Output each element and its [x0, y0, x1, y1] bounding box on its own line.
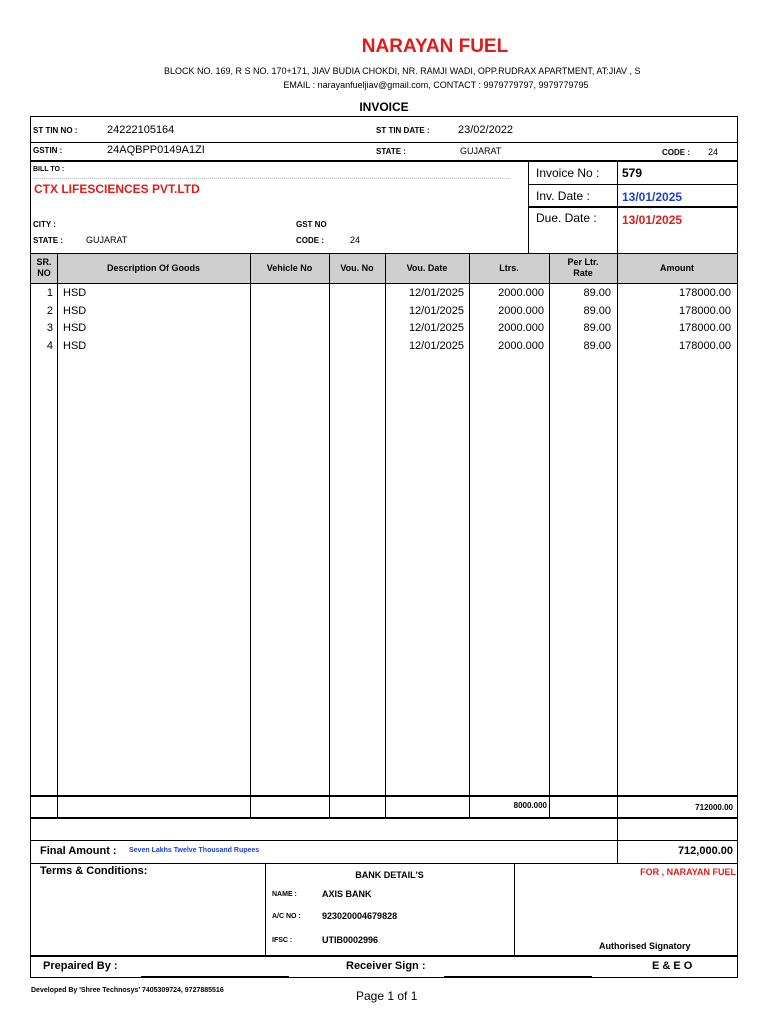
inv-date-value: 13/01/2025	[622, 190, 683, 204]
seller-state-value: GUJARAT	[460, 146, 502, 156]
table-cell-rate: 89.00	[583, 304, 611, 317]
company-name: NARAYAN FUEL	[361, 36, 509, 57]
bill-to-dotted	[33, 178, 509, 179]
col-header-rate: Per Ltr. Rate	[567, 257, 599, 278]
table-cell-amount: 178000.00	[679, 322, 731, 334]
bank-name-label: NAME :	[272, 891, 297, 898]
inv-date-label: Inv. Date :	[536, 189, 590, 203]
table-cell-date: 12/01/2025	[408, 287, 464, 299]
prepared-by-label: Prepaired By :	[43, 960, 118, 972]
table-cell-desc: HSD	[63, 304, 87, 317]
table-cell-rate: 89.00	[583, 339, 611, 352]
table-cell-sr: 2	[46, 304, 53, 317]
table-cell-desc: HSD	[63, 322, 87, 334]
bank-name-value: AXIS BANK	[322, 889, 372, 899]
bank-title: BANK DETAIL'S	[355, 870, 424, 880]
bill-to-label: BILL TO :	[33, 166, 65, 173]
developer-credit: Developed By 'Shree Technosys' 7405309724, 9727885516	[31, 987, 224, 994]
ifsc-value: UTIB0002996	[322, 935, 379, 945]
for-company-label: FOR , NARAYAN FUEL	[640, 867, 736, 877]
page-number: Page 1 of 1	[356, 989, 418, 1003]
st-tin-no-label: ST TIN NO :	[33, 126, 78, 135]
total-ltrs: 8000.000	[513, 801, 547, 810]
company-address: BLOCK NO. 169, R S NO. 170+171, JIAV BUDIA CHOKDI, NR. RAMJI WADI, OPP.RUDRAX APARTMENT, AT:JIAV , S	[164, 66, 641, 76]
final-amount-label: Final Amount :	[40, 845, 117, 857]
total-amount: 712000.00	[695, 803, 733, 812]
customer-name: CTX LIFESCIENCES PVT.LTD	[34, 182, 200, 196]
table-cell-desc: HSD	[63, 339, 87, 352]
table-cell-date: 12/01/2025	[408, 322, 464, 334]
eoe-label: E & E O	[652, 960, 693, 972]
buyer-state-label: STATE :	[33, 236, 63, 245]
table-cell-date: 12/01/2025	[408, 304, 464, 317]
seller-code-value: 24	[708, 147, 719, 157]
due-date-value: 13/01/2025	[622, 213, 683, 227]
table-cell-ltrs: 2000.000	[498, 287, 544, 299]
col-header-vehicle: Vehicle No	[266, 262, 313, 273]
st-tin-date-value: 23/02/2022	[458, 124, 514, 136]
seller-code-label: CODE :	[662, 148, 690, 157]
table-cell-ltrs: 2000.000	[498, 339, 544, 352]
table-cell-desc: HSD	[63, 287, 87, 299]
receiver-signature-line	[444, 976, 592, 977]
prepared-by-signature-line	[141, 976, 289, 977]
st-tin-date-label: ST TIN DATE :	[376, 126, 430, 135]
buyer-code-value: 24	[350, 235, 361, 245]
table-cell-amount: 178000.00	[679, 304, 731, 317]
invoice-no-label: Invoice No :	[536, 166, 600, 180]
ifsc-label: IFSC :	[272, 937, 293, 944]
table-cell-ltrs: 2000.000	[498, 304, 544, 317]
receiver-sign-label: Receiver Sign :	[346, 960, 426, 972]
terms-label: Terms & Conditions:	[40, 865, 148, 877]
table-cell-amount: 178000.00	[679, 287, 731, 299]
col-header-description: Description Of Goods	[106, 262, 200, 273]
seller-state-label: STATE :	[376, 147, 406, 156]
buyer-code-label: CODE :	[296, 236, 324, 245]
invoice-no-value: 579	[622, 166, 643, 180]
col-header-amount: Amount	[660, 262, 694, 273]
ac-no-label: A/C NO :	[272, 913, 301, 920]
gstin-label: GSTIN :	[33, 146, 63, 155]
city-label: CITY :	[33, 220, 56, 229]
due-date-label: Due. Date :	[536, 211, 597, 225]
authorised-signatory: Authorised Signatory	[599, 941, 691, 951]
amount-in-words: Seven Lakhs Twelve Thousand Rupees	[129, 847, 260, 854]
table-cell-rate: 89.00	[583, 322, 611, 334]
col-header-ltrs: Ltrs.	[499, 262, 519, 273]
table-cell-sr: 4	[46, 339, 53, 352]
document-title: INVOICE	[359, 100, 409, 114]
company-contact: EMAIL : narayanfueljiav@gmail.com, CONTACT : 9979779797, 9979779795	[283, 80, 589, 90]
table-cell-sr: 1	[46, 287, 53, 299]
table-cell-ltrs: 2000.000	[498, 322, 544, 334]
table-cell-amount: 178000.00	[679, 339, 731, 352]
gstin-value: 24AQBPP0149A1ZI	[107, 144, 205, 156]
final-amount-value: 712,000.00	[677, 845, 733, 857]
col-header-vou-no: Vou. No	[340, 262, 374, 273]
gst-no-label: GST NO	[296, 220, 327, 229]
table-cell-rate: 89.00	[583, 287, 611, 299]
table-cell-sr: 3	[46, 322, 53, 334]
col-header-vou-date: Vou. Date	[406, 262, 448, 273]
col-header-sr: SR. NO	[36, 257, 52, 278]
st-tin-no-value: 24222105164	[107, 124, 175, 136]
table-cell-date: 12/01/2025	[408, 339, 464, 352]
buyer-state-value: GUJARAT	[86, 235, 128, 245]
ac-no-value: 923020004679828	[322, 911, 398, 921]
